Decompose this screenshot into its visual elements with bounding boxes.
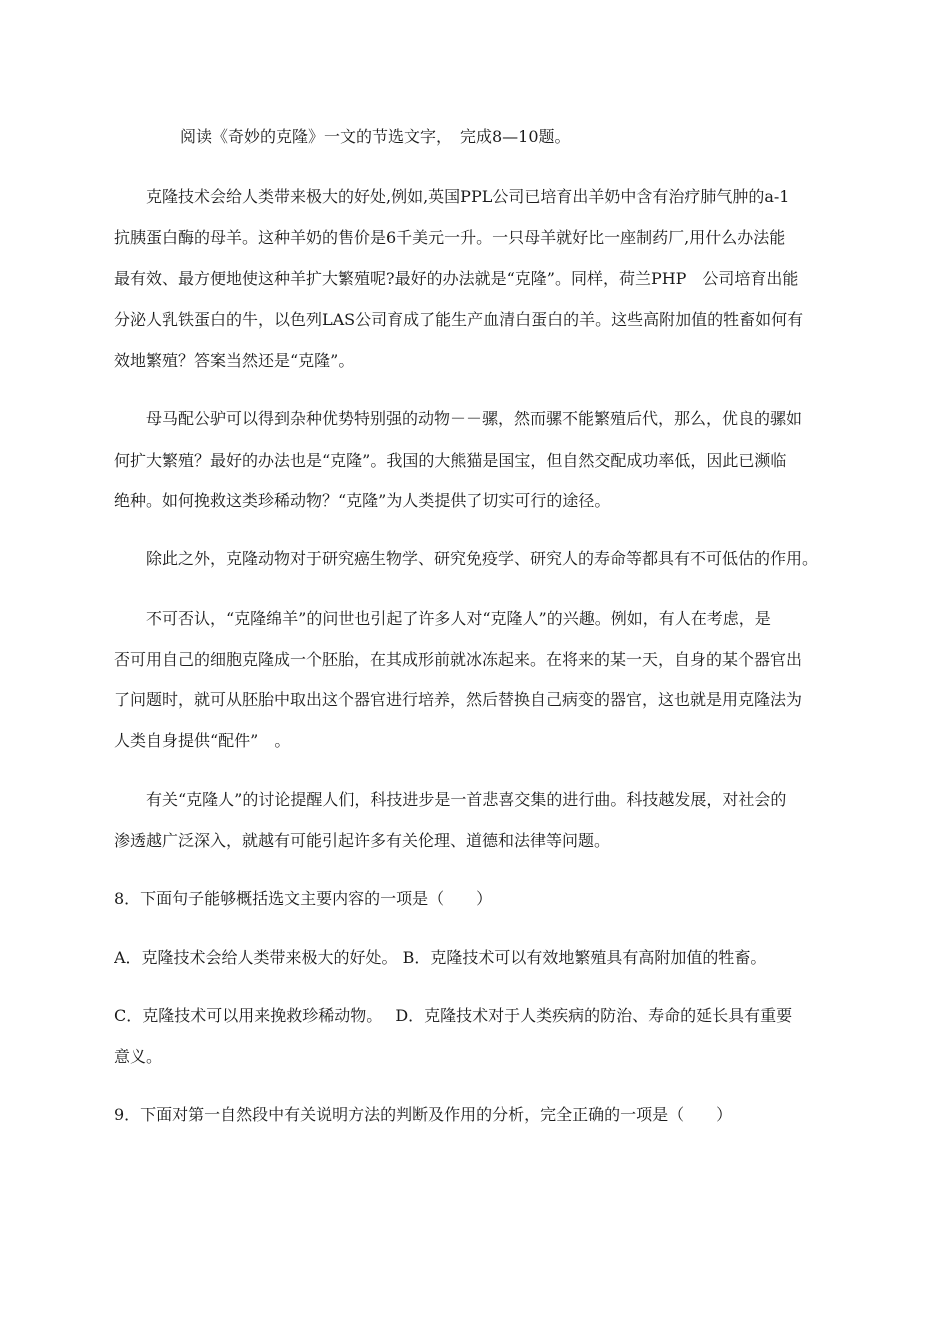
paragraph-1-line-4: 分泌人乳铁蛋白的牛，以色列LAS公司育成了能生产血清白蛋白的羊。这些高附加值的牲畜如何有 <box>114 310 804 329</box>
question-8-options-cd: C．克隆技术可以用来挽救珍稀动物。 D．克隆技术对于人类疾病的防治、寿命的延长具有重要 <box>114 1006 793 1025</box>
paragraph-2-line-3: 绝种。如何挽救这类珍稀动物？“克隆”为人类提供了切实可行的途径。 <box>114 491 611 510</box>
paragraph-1-line-1: 克隆技术会给人类带来极大的好处,例如,英国PPL公司已培育出羊奶中含有治疗肺气肿的a-1 <box>146 187 790 206</box>
question-8-options-ab: A．克隆技术会给人类带来极大的好处。 B．克隆技术可以有效地繁殖具有高附加值的牲畜。 <box>114 948 767 967</box>
intro-instruction: 阅读《奇妙的克隆》一文的节选文字， 完成8—10题。 <box>180 127 571 146</box>
paragraph-3-line-1: 除此之外，克隆动物对于研究癌生物学、研究免疫学、研究人的寿命等都具有不可低估的作用。 <box>146 549 819 568</box>
paragraph-4-line-2: 否可用自己的细胞克隆成一个胚胎，在其成形前就冰冻起来。在将来的某一天，自身的某个器官出 <box>114 650 803 669</box>
paragraph-2-line-1: 母马配公驴可以得到杂种优势特别强的动物－－骡，然而骡不能繁殖后代，那么，优良的骡如 <box>146 409 803 428</box>
paragraph-5-line-1: 有关“克隆人”的讨论提醒人们，科技进步是一首悲喜交集的进行曲。科技越发展，对社会的 <box>146 790 787 809</box>
paragraph-4-line-1: 不可否认，“克隆绵羊”的问世也引起了许多人对“克隆人”的兴趣。例如，有人在考虑，是 <box>146 609 771 628</box>
paragraph-5-line-2: 渗透越广泛深入，就越有可能引起许多有关伦理、道德和法律等问题。 <box>114 831 611 850</box>
paragraph-4-line-3: 了问题时，就可从胚胎中取出这个器官进行培养，然后替换自己病变的器官，这也就是用克隆法为 <box>114 690 803 709</box>
paragraph-1-line-2: 抗胰蛋白酶的母羊。这种羊奶的售价是6千美元一升。一只母羊就好比一座制药厂,用什么办法能 <box>114 228 786 247</box>
paragraph-4-line-4: 人类自身提供“配件” 。 <box>114 731 291 750</box>
question-8-option-d-continued: 意义。 <box>114 1047 163 1066</box>
paragraph-1-line-3: 最有效、最方便地使这种羊扩大繁殖呢?最好的办法就是“克隆”。同样，荷兰PHP 公司培育出能 <box>114 269 799 288</box>
paragraph-1-line-5: 效地繁殖？答案当然还是“克隆”。 <box>114 351 355 370</box>
paragraph-2-line-2: 何扩大繁殖？最好的办法也是“克隆”。我国的大熊猫是国宝，但自然交配成功率低，因此已濒临 <box>114 451 787 470</box>
question-9-stem: 9．下面对第一自然段中有关说明方法的判断及作用的分析，完全正确的一项是（ ） <box>114 1105 733 1124</box>
question-8-stem: 8．下面句子能够概括选文主要内容的一项是（ ） <box>114 889 493 908</box>
